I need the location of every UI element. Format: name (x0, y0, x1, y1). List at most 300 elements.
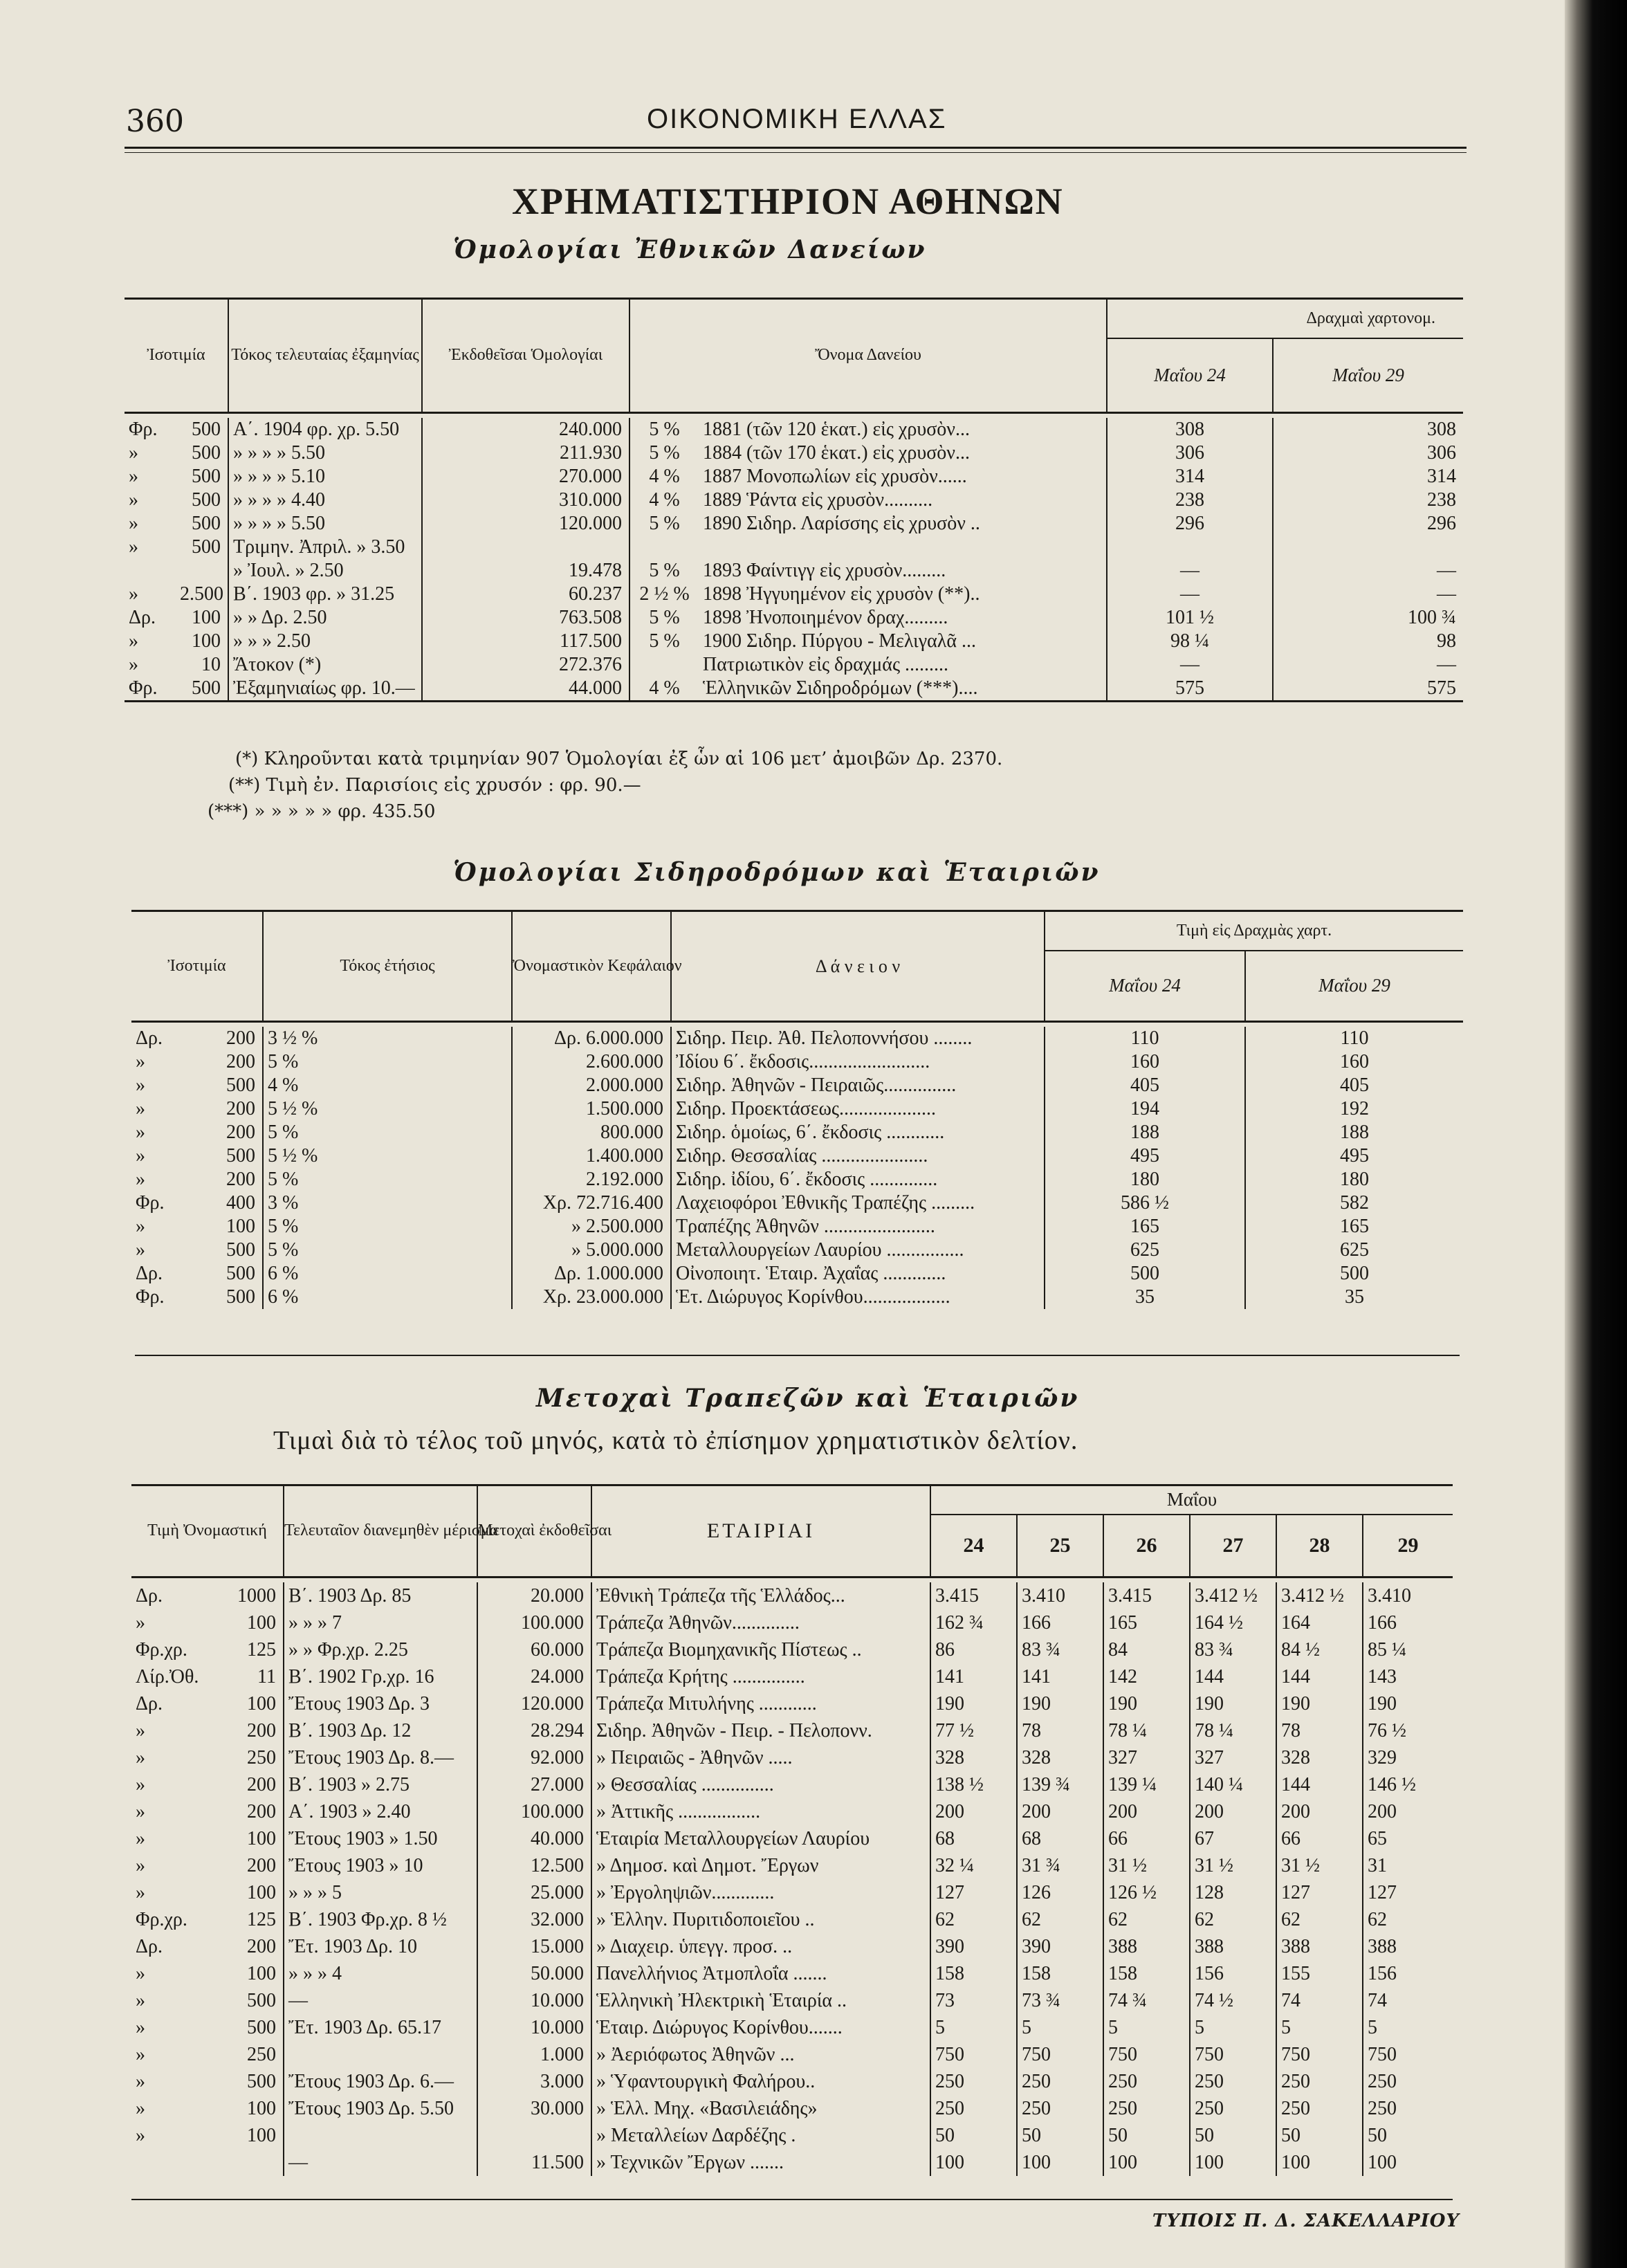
cell-shares: 25.000 (477, 1879, 591, 1906)
col-group-maiou: Μαΐου (930, 1485, 1453, 1515)
cell-company: Ἑταιρ. Διώρυγος Κορίνθου....... (591, 2014, 930, 2041)
cell-capital: Χρ. 23.000.000 (512, 1286, 671, 1309)
cell-issued: 763.508 (422, 606, 629, 630)
cell-price-28: 100 (1276, 2149, 1363, 2176)
cell-issued: 120.000 (422, 512, 629, 536)
cell-price-26: 84 (1103, 1636, 1190, 1663)
cell-unit: » (136, 2043, 145, 2065)
cell-company: Τράπεζα Κρήτης ............... (591, 1663, 930, 1690)
cell-unit: » (136, 1169, 145, 1190)
cell-price-28: 250 (1276, 2095, 1363, 2122)
table-row (131, 1852, 1453, 1879)
cell-nominal: 2.500 (180, 583, 223, 605)
cell-dividend: Ἔτους 1903 Δρ. 8.— (284, 1744, 477, 1771)
cell-company: » Ἀττικῆς ................. (591, 1798, 930, 1825)
table-row (125, 512, 1463, 536)
table-row (131, 1168, 1463, 1191)
cell-nominal: 500 (226, 1074, 256, 1096)
cell-rate: 5 % (629, 512, 699, 536)
cell-price-26: 62 (1103, 1906, 1190, 1933)
cell-capital: 2.000.000 (512, 1074, 671, 1097)
cell-unit: » (136, 1800, 145, 1822)
table-row (131, 1825, 1453, 1852)
page-number: 360 (126, 104, 184, 139)
cell-nominal: 400 (226, 1192, 256, 1214)
cell-price-24: 138 ½ (930, 1771, 1017, 1798)
cell-price-25: 73 ¾ (1017, 1987, 1103, 2014)
cell-price-25: 750 (1017, 2041, 1103, 2068)
cell-nominal: 250 (247, 2043, 276, 2065)
cell-nominal: 125 (247, 1638, 276, 1661)
cell-unit: Δρ. (136, 1027, 163, 1049)
cell-issued: 211.930 (422, 441, 629, 465)
cell-nominal: 100 (247, 1692, 276, 1714)
cell-shares: 50.000 (477, 1960, 591, 1987)
national-loans-table (125, 298, 1463, 705)
cell-company: Ἐθνικὴ Τράπεζα τῆς Ἑλλάδος... (591, 1582, 930, 1609)
cell-issued: 19.478 (422, 559, 629, 583)
cell-price-24: 390 (930, 1933, 1017, 1960)
cell-loan-name: 1898 Ἠγγυημένον εἰς χρυσὸν (**).. (703, 583, 980, 605)
cell-shares: 20.000 (477, 1582, 591, 1609)
cell-price-26: 66 (1103, 1825, 1190, 1852)
cell-nominal: 500 (247, 2016, 276, 2038)
cell-price-28: 66 (1276, 1825, 1363, 1852)
cell-price-24: 165 (1045, 1215, 1245, 1238)
col-group-drachmai: Δραχμαὶ χαρτονομ. (1107, 299, 1463, 339)
cell-price-29: 3.410 (1363, 1582, 1453, 1609)
cell-price-25: 31 ¾ (1017, 1852, 1103, 1879)
cell-nominal: 200 (247, 1719, 276, 1741)
cell-price-26: 200 (1103, 1798, 1190, 1825)
cell-price-28: 155 (1276, 1960, 1363, 1987)
col-group-timi: Τιμὴ εἰς Δραχμὰς χαρτ. (1045, 911, 1463, 951)
cell-nominal: 125 (247, 1908, 276, 1930)
cell-dividend: Ἔτ. 1903 Δρ. 10 (284, 1933, 477, 1960)
cell-unit: Λίρ.Ὀθ. (136, 1665, 199, 1688)
cell-price-27: 140 ¼ (1190, 1771, 1276, 1798)
cell-price-27: 200 (1190, 1798, 1276, 1825)
table-row (125, 606, 1463, 630)
cell-price-28: 74 (1276, 1987, 1363, 2014)
cell-nominal: 200 (226, 1027, 256, 1049)
cell-dividend: Ἔτους 1903 Δρ. 3 (284, 1690, 477, 1717)
cell-price-24: 110 (1045, 1027, 1245, 1050)
cell-unit: » (136, 1773, 145, 1795)
cell-unit: » (136, 1074, 145, 1096)
cell-price-27: 156 (1190, 1960, 1276, 1987)
cell-rate: 6 % (263, 1286, 512, 1309)
section3-bottom-rule (131, 2199, 1453, 2200)
cell-price-24: 68 (930, 1825, 1017, 1852)
cell-unit: » (136, 2016, 145, 2038)
cell-dividend: Ἔτ. 1903 Δρ. 65.17 (284, 2014, 477, 2041)
cell-nominal: 100 (247, 1611, 276, 1634)
cell-issued: 272.376 (422, 653, 629, 677)
table-row (131, 2041, 1453, 2068)
cell-price-24 (1107, 536, 1273, 559)
cell-price-24: 188 (1045, 1121, 1245, 1144)
cell-price-29: 200 (1363, 1798, 1453, 1825)
cell-price-25: 200 (1017, 1798, 1103, 1825)
cell-company: » Ἀεριόφωτος Ἀθηνῶν ... (591, 2041, 930, 2068)
table-row (131, 2014, 1453, 2041)
cell-price-29: 85 ¼ (1363, 1636, 1453, 1663)
cell-rate (629, 653, 699, 677)
table-row (131, 1050, 1463, 1074)
cell-price-26: 5 (1103, 2014, 1190, 2041)
cell-company: » Δημοσ. καὶ Δημοτ. Ἔργων (591, 1852, 930, 1879)
cell-shares: 28.294 (477, 1717, 591, 1744)
cell-loan-name: Ἑτ. Διώρυγος Κορίνθου.................. (671, 1286, 1045, 1309)
table-row (131, 1582, 1453, 1609)
cell-loan-name: Οἰνοποιητ. Ἑταιρ. Ἀχαΐας ............. (671, 1262, 1045, 1286)
cell-rate: 5 % (263, 1168, 512, 1191)
cell-price-29: 329 (1363, 1744, 1453, 1771)
cell-coupon: » Ἰουλ. » 2.50 (228, 559, 422, 583)
cell-nominal: 100 (247, 2124, 276, 2146)
cell-price-29: 388 (1363, 1933, 1453, 1960)
cell-price-29: 160 (1245, 1050, 1463, 1074)
cell-rate: 2 ½ % (629, 583, 699, 606)
cell-price-24: 306 (1107, 441, 1273, 465)
cell-nominal: 500 (192, 442, 221, 464)
cell-price-29: 188 (1245, 1121, 1463, 1144)
cell-price-29: 146 ½ (1363, 1771, 1453, 1798)
cell-unit: » (129, 654, 138, 675)
cell-price-27: 62 (1190, 1906, 1276, 1933)
cell-price-26: 388 (1103, 1933, 1190, 1960)
cell-shares: 32.000 (477, 1906, 591, 1933)
cell-capital: 1.400.000 (512, 1144, 671, 1168)
cell-price-29: 100 ¾ (1273, 606, 1463, 630)
cell-nominal: 200 (226, 1098, 256, 1119)
cell-nominal: 500 (192, 419, 221, 440)
cell-price-29: 31 (1363, 1852, 1453, 1879)
cell-issued: 117.500 (422, 630, 629, 653)
cell-unit: » (136, 1962, 145, 1984)
cell-price-24: 296 (1107, 512, 1273, 536)
col-day-27: 27 (1190, 1515, 1276, 1577)
cell-price-29: 110 (1245, 1027, 1463, 1050)
section3-title: Μετοχαὶ Τραπεζῶν καὶ Ἑταιριῶν (536, 1384, 1080, 1413)
cell-company: » Θεσσαλίας ............... (591, 1771, 930, 1798)
cell-unit: » (136, 1881, 145, 1903)
cell-price-29: 76 ½ (1363, 1717, 1453, 1744)
table-row (131, 1144, 1463, 1168)
cell-unit: » (136, 1746, 145, 1768)
table-row (125, 465, 1463, 488)
table-row (125, 630, 1463, 653)
cell-price-28: 388 (1276, 1933, 1363, 1960)
cell-shares: 40.000 (477, 1825, 591, 1852)
table-row (131, 2095, 1453, 2122)
col-merisma: Τελευταῖον διανεμηθὲν μέρισμα (284, 1485, 477, 1577)
footnote: (***) » » » » » φρ. 435.50 (208, 801, 436, 822)
cell-price-29: 575 (1273, 677, 1463, 702)
cell-price-29: 100 (1363, 2149, 1453, 2176)
cell-price-29: 238 (1273, 488, 1463, 512)
cell-price-27: 83 ¾ (1190, 1636, 1276, 1663)
cell-dividend: Β΄. 1903 Δρ. 85 (284, 1582, 477, 1609)
cell-price-29: 308 (1273, 418, 1463, 441)
cell-rate: 5 ½ % (263, 1144, 512, 1168)
col-kefalaion: Ὀνομαστικὸν Κεφάλαιον (512, 911, 671, 1022)
cell-price-26: 126 ½ (1103, 1879, 1190, 1906)
cell-price-29: 180 (1245, 1168, 1463, 1191)
table-row (131, 1191, 1463, 1215)
cell-price-25: 83 ¾ (1017, 1636, 1103, 1663)
cell-unit: » (136, 1611, 145, 1634)
cell-price-29: 5 (1363, 2014, 1453, 2041)
cell-rate: 4 % (629, 677, 699, 702)
cell-nominal: 100 (247, 2097, 276, 2119)
cell-price-27: 5 (1190, 2014, 1276, 2041)
col-day-24: 24 (930, 1515, 1017, 1577)
cell-price-24: 127 (930, 1879, 1017, 1906)
cell-price-28: 190 (1276, 1690, 1363, 1717)
cell-company: Τράπεζα Μιτυλήνης ............ (591, 1690, 930, 1717)
railway-bonds-table (131, 910, 1463, 1309)
col-day-25: 25 (1017, 1515, 1103, 1577)
cell-nominal: 500 (226, 1145, 256, 1167)
cell-price-28: 200 (1276, 1798, 1363, 1825)
table-row (131, 1771, 1453, 1798)
cell-price-25: 390 (1017, 1933, 1103, 1960)
cell-loan-name: 1900 Σιδηρ. Πύργου - Μελιγαλᾶ ... (703, 630, 976, 652)
cell-nominal: 500 (192, 513, 221, 534)
cell-price-29: 166 (1363, 1609, 1453, 1636)
cell-rate: 5 % (263, 1215, 512, 1238)
table-row (131, 1609, 1453, 1636)
cell-price-27: 50 (1190, 2122, 1276, 2149)
cell-price-28: 144 (1276, 1663, 1363, 1690)
cell-price-26: 327 (1103, 1744, 1190, 1771)
cell-price-25: 78 (1017, 1717, 1103, 1744)
cell-price-24: 308 (1107, 418, 1273, 441)
cell-price-29: — (1273, 583, 1463, 606)
col-day-28: 28 (1276, 1515, 1363, 1577)
cell-shares: 100.000 (477, 1798, 591, 1825)
cell-loan-name: Λαχειοφόροι Ἐθνικῆς Τραπέζης ......... (671, 1191, 1045, 1215)
bank-shares-table (131, 1484, 1453, 2176)
table-row (131, 1987, 1453, 2014)
col-tokos-2: Τόκος ἐτήσιος (263, 911, 512, 1022)
cell-price-26: 100 (1103, 2149, 1190, 2176)
cell-price-29: — (1273, 559, 1463, 583)
cell-rate: 5 % (263, 1050, 512, 1074)
cell-price-29: 500 (1245, 1262, 1463, 1286)
cell-price-25: 139 ¾ (1017, 1771, 1103, 1798)
cell-company: Ἑταιρία Μεταλλουργείων Λαυρίου (591, 1825, 930, 1852)
cell-capital: 2.600.000 (512, 1050, 671, 1074)
table-row (131, 1960, 1453, 1987)
cell-coupon: Ἐξαμηνιαίως φρ. 10.— (228, 677, 422, 702)
cell-price-28: 62 (1276, 1906, 1363, 1933)
table-row (131, 1027, 1463, 1050)
cell-price-24: 495 (1045, 1144, 1245, 1168)
col-date-1-2: Μαΐου 24 (1045, 951, 1245, 1022)
cell-price-29: 250 (1363, 2068, 1453, 2095)
cell-price-29: 35 (1245, 1286, 1463, 1309)
cell-price-25: 158 (1017, 1960, 1103, 1987)
table-row (131, 1121, 1463, 1144)
cell-price-28: 164 (1276, 1609, 1363, 1636)
cell-issued: 44.000 (422, 677, 629, 702)
cell-nominal: 1000 (237, 1584, 276, 1607)
cell-price-25: 3.410 (1017, 1582, 1103, 1609)
cell-company: Τράπεζα Βιομηχανικῆς Πίστεως .. (591, 1636, 930, 1663)
cell-price-24: 314 (1107, 465, 1273, 488)
cell-nominal: 500 (247, 2070, 276, 2092)
table-row (125, 441, 1463, 465)
cell-capital: Δρ. 1.000.000 (512, 1262, 671, 1286)
footnote: (**) Τιμὴ ἐν. Παρισίοις εἰς χρυσόν : φρ. 90.— (228, 775, 641, 796)
cell-nominal (180, 559, 228, 583)
table-row (131, 2149, 1453, 2176)
cell-price-26: 3.415 (1103, 1582, 1190, 1609)
cell-price-29: 405 (1245, 1074, 1463, 1097)
cell-rate: 5 % (263, 1121, 512, 1144)
cell-price-24: 160 (1045, 1050, 1245, 1074)
cell-company: » Μεταλλείων Δαρδέζης . (591, 2122, 930, 2149)
cell-capital: 1.500.000 (512, 1097, 671, 1121)
cell-price-25: 328 (1017, 1744, 1103, 1771)
cell-shares: 92.000 (477, 1744, 591, 1771)
cell-nominal: 200 (226, 1051, 256, 1072)
cell-price-29: 306 (1273, 441, 1463, 465)
cell-price-24: 73 (930, 1987, 1017, 2014)
cell-rate: 5 % (263, 1238, 512, 1262)
cell-company: » Διαχειρ. ὑπεγγ. προσ. .. (591, 1933, 930, 1960)
cell-coupon: » » » 2.50 (228, 630, 422, 653)
cell-price-24: 141 (930, 1663, 1017, 1690)
cell-rate: 5 % (629, 441, 699, 465)
col-tokos: Τόκος τελευταίας ἐξαμηνίας (228, 299, 422, 413)
cell-nominal: 500 (247, 1989, 276, 2011)
cell-dividend: — (284, 1987, 477, 2014)
col-date-2-2: Μαΐου 29 (1245, 951, 1463, 1022)
cell-dividend: » » Φρ.χρ. 2.25 (284, 1636, 477, 1663)
cell-price-29: 190 (1363, 1690, 1453, 1717)
cell-loan-name: Σιδηρ. Ἀθηνῶν - Πειραιῶς............... (671, 1074, 1045, 1097)
cell-price-24: 750 (930, 2041, 1017, 2068)
cell-price-24: 180 (1045, 1168, 1245, 1191)
cell-loan-name: 1898 Ἠνοποιημένον δραχ......... (703, 607, 948, 628)
cell-price-25: 100 (1017, 2149, 1103, 2176)
table-row (125, 536, 1463, 559)
table-row (131, 1798, 1453, 1825)
cell-price-29: 250 (1363, 2095, 1453, 2122)
cell-unit: » (129, 583, 138, 605)
cell-unit: » (136, 1989, 145, 2011)
cell-price-29: 62 (1363, 1906, 1453, 1933)
cell-loan-name: Σιδηρ. ἰδίου, 6΄. ἔκδοσις .............. (671, 1168, 1045, 1191)
cell-rate: 5 % (629, 559, 699, 583)
section1-title: Ὁμολογίαι Ἐθνικῶν Δανείων (453, 235, 927, 264)
cell-price-29: 314 (1273, 465, 1463, 488)
cell-price-25: 141 (1017, 1663, 1103, 1690)
cell-price-29: 65 (1363, 1825, 1453, 1852)
cell-price-24: 405 (1045, 1074, 1245, 1097)
section2-bottom-rule (135, 1355, 1460, 1356)
col-isotimia-2: Ἰσοτιμία (167, 956, 226, 975)
table-row (131, 1097, 1463, 1121)
cell-price-29: 127 (1363, 1879, 1453, 1906)
col-etairiai: ΕΤΑΙΡΙΑΙ (591, 1485, 930, 1577)
cell-shares: 27.000 (477, 1771, 591, 1798)
cell-nominal: 100 (192, 607, 221, 628)
cell-unit: » (136, 1216, 145, 1237)
cell-shares: 60.000 (477, 1636, 591, 1663)
section2-title: Ὁμολογίαι Σιδηροδρόμων καὶ Ἑταιριῶν (453, 858, 1101, 887)
cell-price-26: 78 ¼ (1103, 1717, 1190, 1744)
cell-price-25: 126 (1017, 1879, 1103, 1906)
cell-unit: » (136, 1098, 145, 1119)
cell-dividend: » » » 5 (284, 1879, 477, 1906)
cell-shares: 10.000 (477, 1987, 591, 2014)
cell-price-26: 139 ¼ (1103, 1771, 1190, 1798)
cell-price-27: 100 (1190, 2149, 1276, 2176)
cell-dividend (284, 2122, 477, 2149)
header-rule-thin (125, 152, 1467, 153)
cell-unit (131, 2149, 221, 2176)
cell-unit: » (136, 2070, 145, 2092)
cell-nominal: 200 (226, 1169, 256, 1190)
cell-nominal: 500 (192, 677, 221, 699)
cell-shares: 10.000 (477, 2014, 591, 2041)
cell-price-29: 98 (1273, 630, 1463, 653)
cell-price-28: 5 (1276, 2014, 1363, 2041)
cell-company: Πανελλήνιος Ἀτμοπλοΐα ....... (591, 1960, 930, 1987)
col-onoma: Ὄνομα Δανείου (629, 299, 1107, 413)
main-title: ΧΡΗΜΑΤΙΣΤΗΡΙΟΝ ΑΘΗΝΩΝ (512, 181, 1064, 222)
cell-nominal: 11 (257, 1665, 276, 1688)
section3-subtitle: Τιμαὶ διὰ τὸ τέλος τοῦ μηνός, κατὰ τὸ ἐπίσημον χρηματιστικὸν δελτίον. (273, 1426, 1078, 1455)
cell-price-29: 143 (1363, 1663, 1453, 1690)
cell-loan-name: Σιδηρ. Πειρ. Ἀθ. Πελοποννήσου ........ (671, 1027, 1045, 1050)
table-row (125, 677, 1463, 702)
cell-price-29: 156 (1363, 1960, 1453, 1987)
cell-price-27: 3.412 ½ (1190, 1582, 1276, 1609)
cell-dividend: Ἔτους 1903 Δρ. 6.— (284, 2068, 477, 2095)
cell-unit: » (136, 1719, 145, 1741)
table-row (131, 1690, 1453, 1717)
cell-issued: 310.000 (422, 488, 629, 512)
cell-unit: Φρ.χρ. (136, 1908, 187, 1930)
cell-shares: 12.500 (477, 1852, 591, 1879)
table-row (131, 1074, 1463, 1097)
cell-shares: 30.000 (477, 2095, 591, 2122)
cell-price-29: 750 (1363, 2041, 1453, 2068)
cell-rate: 4 % (629, 465, 699, 488)
cell-unit: » (136, 1122, 145, 1143)
cell-price-25: 190 (1017, 1690, 1103, 1717)
table-row (131, 2068, 1453, 2095)
cell-company: » Ἑλλ. Μηχ. «Βασιλειάδης» (591, 2095, 930, 2122)
table-row (125, 418, 1463, 441)
cell-coupon: » » » » 5.10 (228, 465, 422, 488)
cell-nominal: 200 (247, 1773, 276, 1795)
table-end-rule (125, 702, 1463, 706)
cell-price-24: 158 (930, 1960, 1017, 1987)
cell-price-24: 250 (930, 2095, 1017, 2122)
cell-loan-name: Σιδηρ. ὁμοίως, 6΄. ἔκδοσις ............ (671, 1121, 1045, 1144)
cell-unit: » (129, 630, 138, 652)
cell-price-27: 78 ¼ (1190, 1717, 1276, 1744)
cell-unit: Δρ. (129, 607, 156, 628)
table-row (125, 653, 1463, 677)
